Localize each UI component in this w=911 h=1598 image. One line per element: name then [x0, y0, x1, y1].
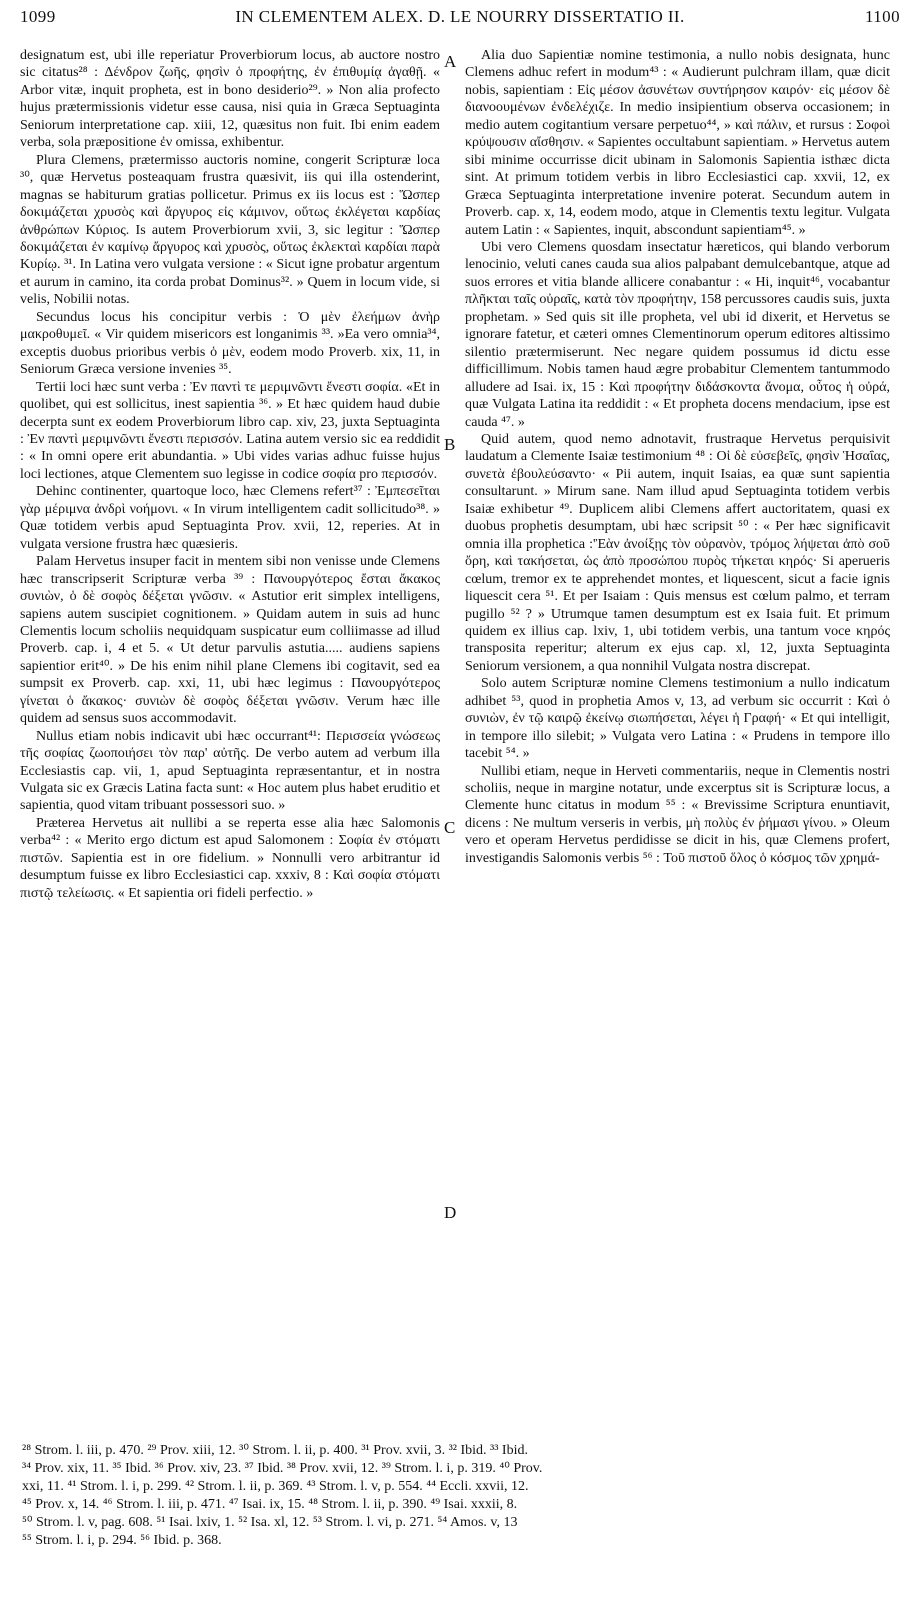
footnote-line: ⁴⁵ Prov. x, 14. ⁴⁶ Strom. l. iii, p. 471. ⁴⁷ Isai. ix, 15. ⁴⁸ Strom. l. ii, p. 390. ⁴⁹ Isai. xxxii, 8.: [22, 1497, 518, 1512]
page-number-left: 1099: [20, 7, 56, 26]
footnotes: [22, 1442, 894, 1550]
paragraph: Plura Clemens, prætermisso auctoris nomine, congerit Scripturæ loca ³⁰, quæ Hervetus posteaquam frustra quæsivit, iis qui illa ostenderint, magnas se habiturum gratias pollicetur. Primus ex iis locus est : Ὥσπερ δοκιμάζεται χρυσὸς καὶ ἄργυρος εἰς κάμινον, οὕτως ἐκλέγεται καρδίας ἀνθρώπων Κύριος. Is autem Proverbiorum xvii, 3, sic legitur : Ὥσπερ δοκιμάζεται ἐν καμίνῳ ἄργυρος καὶ χρυσὸς, οὕτως ἐκλεκταὶ καρδίαι παρὰ Κυρίῳ. ³¹. In Latina vero vulgata versione : « Sicut igne probatur argentum et aurum in camino, ita corda probat Dominus³². » Quem in locum vide, si velis, Nobilii notas.: [20, 152, 440, 308]
paragraph: Secundus locus his concipitur verbis : Ὁ μὲν ἐλεήμων ἀνὴρ μακροθυμεῖ. « Vir quidem misericors est longanimis ³³. »Ea vero omnia³⁴, exceptis duobus prioribus verbis ὁ μὲν, eodem modo Proverb. xix, 11, in Seniorum Græca versione invenies ³⁵.: [20, 309, 440, 378]
paragraph: Dehinc continenter, quartoque loco, hæc Clemens refert³⁷ : Ἐμπεσεῖται γὰρ μέριμνα ἀνδρὶ νοήμονι. « In virum intelligentem cadit sollicitudo³⁸. » Quæ totidem verbis apud Septuaginta Prov. xvii, 12, reperies. At in vulgata versione frustra hæc quæsieris.: [20, 484, 440, 552]
footnote-line: ³⁴ Prov. xix, 11. ³⁵ Ibid. ³⁶ Prov. xiv, 23. ³⁷ Ibid. ³⁸ Prov. xvii, 12. ³⁹ Strom. l. i, p. 319. ⁴⁰ Prov.: [22, 1461, 543, 1476]
running-header: [20, 7, 900, 29]
margin-letter-c: C: [444, 818, 456, 837]
paragraph: Alia duo Sapientiæ nomine testimonia, a nullo nobis designata, hunc Clemens adhuc refert in modum⁴³ : « Audierunt pulchram illam, quæ dicit nobis, sapientiam : Εἰς μέσον ἀσυνέτων συντήρησον καιρόν· εἰς μέσον δὲ διανοουμένων ἐνδελέχιζε. In medio insipientium observa occasionem; in medio autem cogitantium versare perpetuo⁴⁴, » καὶ πάλιν, et rursus : Σοφοὶ κρύψουσιν αἴσθησιν. « Sapientes occultabunt sapientiam. » Hervetus autem sibi minime occurrisse dicit ubinam in Salomonis Sapientia isthæc dicta sint. At primum totidem verbis in libro Ecclesiastici cap. xxvii, 12, ex Græca Septuaginta interpretatione invenire poterat. Secundum autem in Proverb. cap. x, 14, eodem modo, atque in Clementis textu legitur. Vulgata autem Latin : « Sapientes, inquit, abscondunt sapientiam⁴⁵. »: [465, 48, 890, 238]
footnote-line: ²⁸ Strom. l. iii, p. 470. ²⁹ Prov. xiii, 12. ³⁰ Strom. l. ii, p. 400. ³¹ Prov. xvii, 3. ³² Ibid. ³³ Ibid.: [22, 1443, 528, 1458]
running-title: IN CLEMENTEM ALEX. D. LE NOURRY DISSERTATIO II.: [235, 7, 685, 26]
footnote-line: xxi, 11. ⁴¹ Strom. l. i, p. 299. ⁴² Strom. l. ii, p. 369. ⁴³ Strom. l. v, p. 554. ⁴⁴ Eccli. xxvii, 12.: [22, 1479, 529, 1494]
paragraph: Ubi vero Clemens quosdam insectatur hæreticos, qui blando verborum lenocinio, veluti canes cauda sua alios palpabant demulcebantque, atque ad suos errores et vitia blande allicere conabantur : « Hi, inquit⁴⁶, vocabantur πλῆκται ταῖς οὐραῖς, κατὰ τὸν προφήτην, 158 percussores caudis suis, juxta prophetam. » Sed quis sit ille propheta, vel ubi id dixerit, et Hervetus se ignorare fatetur, et cæteri omnes Clementinorum operum editores altissimo silentio prætermiserunt. Nec negare quidem possumus id dictu esse difficillimum. Nobis tamen haud ægre probabitur Clementem tantummodo alludere ad Isai. ix, 15 : Καὶ προφήτην διδάσκοντα ἄνομα, οὗτος ἡ οὐρά, quæ Vulgata Latina ita reddidit : « Et propheta docens mendacium, ipse est cauda ⁴⁷. »: [465, 239, 890, 430]
paragraph: Tertii loci hæc sunt verba : Ἐν παντὶ τε μεριμνῶντι ἔνεστι σοφία. «Et in quolibet, qui est sollicitus, inest sapientia ³⁶. » Et hæc quidem haud dubie decerpta sunt ex eodem Proverbiorum libro cap. xiv, 23, juxta Septuaginta : Ἐν παντὶ μεριμνῶντι ἔνεστι περισσόν. Latina autem versio sic ea reddidit : « In omni opere erit abundantia. » Ubi vides varias adhuc fuisse hujus loci lectiones, atque Clementem suo legisse in codice σοφία pro περισσόν.: [20, 379, 440, 482]
paragraph: designatum est, ubi ille reperiatur Proverbiorum locus, ab auctore nostro sic citatus²⁸ : Δένδρον ζωῆς, φησὶν ὁ προφήτης, ἐν ἐπιθυμίᾳ ἀγαθῇ. « Arbor vitæ, inquit propheta, est in bono desiderio²⁹. » Non alia profecto hujus prætermissionis videtur esse causa, nisi quia in Græca Septuaginta Seniorum interpretatione cap. xiii, 12, quæsitus non fuit. Ibi enim eadem verba, sola præpositione ἐν omissa, exhibentur.: [20, 48, 440, 151]
paragraph: Quid autem, quod nemo adnotavit, frustraque Hervetus perquisivit laudatum a Clemente Isaiæ testimonium ⁴⁸ : Οἱ δὲ εὐσεβεῖς, φησὶν Ἡσαΐας, συνετὰ ἐβουλεύσαντο· « Pii autem, inquit Isaias, ea quæ sunt sapientia consultarunt. » Mirum sane. Nam illud apud Septuaginta totidem verbis Isaiæ exhibetur ⁴⁹. Duplicem alibi Clemens affert auctoritatem, quasi ex duobus prophetis desumptam, ubi hæc scripsit ⁵⁰ : « Per hæc significavit omnia illa prophetica :'Ἐὰν ἀνοίξῃς τὸν οὐρανὸν, τρόμος λήψεται ἀπὸ σοῦ ὄρη, καὶ τακήσεται, ὡς ἀπὸ προσώπου πυρὸς τήκεται κηρός· Si aperueris cœlum, tremor ex te apprehendet montes, et liquescent, sicut a facie ignis liquescit cera ⁵¹. Et per Isaiam : Quis mensus est cœlum palmo, et terram pugillo ⁵² ? » Utrumque tamen desumptum est ex Isaia fuit. Et primum quidem ex illius cap. lxiv, 1, ubi totidem verbis, una tantum voce κηρός transposita reperitur; alterum ex ejus cap. xl, 12, juxta Septuaginta Seniorum versionem, a qua nonnihil Vulgata nostra discrepat.: [465, 431, 890, 674]
paragraph: Solo autem Scripturæ nomine Clemens testimonium a nullo indicatum adhibet ⁵³, quod in prophetia Amos v, 13, ad verbum sic occurrit : Καὶ ὁ συνιὼν, ἐν τῷ καιρῷ ἐκείνῳ σιωπήσεται, λέγει ἡ Γραφή· « Et qui intelligit, in tempore illo silebit; » Vulgata vero Latina : « Prudens in tempore illo tacebit ⁵⁴. »: [465, 676, 890, 762]
margin-letter-d: D: [444, 1203, 457, 1222]
paragraph: Nullus etiam nobis indicavit ubi hæc occurrant⁴¹: Περισσεία γνώσεως τῆς σοφίας ζωοποιήσει τὸν παρ' αὐτῆς. De verbo autem ad verbum illa Ecclesiastis cap. vii, 1, apud Septuaginta repræsentantur, et in nostra Vulgata sic ex Græcis Latina facta sunt: « Hoc autem plus habet eruditio et sapientia, quod vitam tribuant possessori suo. »: [20, 728, 440, 814]
paragraph: Palam Hervetus insuper facit in mentem sibi non venisse unde Clemens hæc transcripserit Scripturæ verba ³⁹ : Πανουργότερος ἔσται ἄκακος συνιὼν, ὁ δὲ σοφὸς δέξεται γνῶσιν. « Astutior erit simplex intelligens, sapiens autem suscipiet cognitionem. » Quidam autem in suis ad hunc Clementis locum scholiis nequidquam suspicatur eum colliimasse ad illud Proverb. cap. i, 4 et 5. « Ut detur parvulis astutia..... audiens sapiens sapientior erit⁴⁰. » De his enim nihil plane Clemens ibi cogitavit, sed ea sumpsit ex Proverb. cap. xxi, 11, ubi hæc legimus : Πανουργότερος γίνεται ὁ ἄκακος· συνιὼν δὲ σοφὸς δέξεται γνῶσιν. Verum hæc ille quidem ad sensus suos accommodavit.: [20, 554, 440, 727]
footnote-line: ⁵⁵ Strom. l. i, p. 294. ⁵⁶ Ibid. p. 368.: [22, 1533, 222, 1548]
margin-letter-a: A: [444, 52, 457, 71]
paragraph: Præterea Hervetus ait nullibi a se reperta esse alia hæc Salomonis verba⁴² : « Merito ergo dictum est apud Salomonem : Σοφία ἐν στόματι πιστῶν. Sapientia est in ore fidelium. » Nonnulli vero arbitrantur id desumptum fuisse ex libro Ecclesiastici cap. xxxiv, 8 : Καὶ σοφία στόματι πιστῷ τελείωσις. « Et sapientia ori fideli perfectio. »: [20, 815, 440, 901]
right-column: [465, 47, 890, 1427]
paragraph: Nullibi etiam, neque in Herveti commentariis, neque in Clementis nostri scholiis, neque in margine notatur, unde excerptus sit is Scripturæ locus, a Clemente hunc citatus in modum ⁵⁵ : « Brevissime Scriptura enuntiavit, dicens : Ne multum verseris in verbis, μὴ πολὺς ἐν ῥήμασι γίνου. » Oleum vero et operam Hervetus perdidisse se dicit in his, quæ Clemens profert, investigandis Salomonis verbis ⁵⁶ : Τοῦ πιστοῦ ὅλος ὁ κόσμος τῶν χρημά-: [465, 763, 890, 866]
page-number-right: 1100: [865, 7, 900, 26]
left-column: [20, 47, 440, 1427]
margin-letter-b: B: [444, 435, 456, 454]
footnote-line: ⁵⁰ Strom. l. v, pag. 608. ⁵¹ Isai. lxiv, 1. ⁵² Isa. xl, 12. ⁵³ Strom. l. vi, p. 271. ⁵⁴ Amos. v, 13: [22, 1515, 518, 1530]
